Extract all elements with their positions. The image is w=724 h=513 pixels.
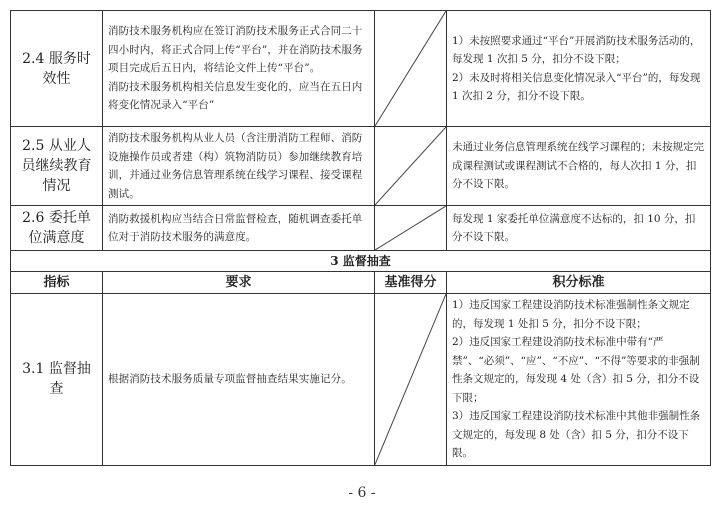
criteria-item: 2）未及时将相关信息变化情况录入“平台”的，每发现 1 次扣 2 分，扣分不设下限。 (452, 71, 701, 102)
requirement-cell (103, 206, 375, 251)
section-row (11, 251, 711, 272)
scoring-table (10, 10, 711, 466)
criteria-cell (447, 294, 711, 466)
header-score: 基准得分 (375, 272, 447, 294)
criteria-item: 2）违反国家工程建设消防技术标准中带有“严禁”、“必须”、“应”、“不应”、“不得”等要求的非强制性条文规定的，每发现 4 处（含）扣 5 分，扣分不设下限； (452, 336, 700, 404)
table-row-2-5 (11, 127, 711, 206)
criteria-item: 1）违反国家工程建设消防技术标准强制性条文规定的，每发现 1 处扣 5 分，扣分不设下限； (452, 299, 690, 330)
header-row (11, 272, 711, 294)
requirement-paragraph: 消防救援机构应当结合日常监督检查，随机调查委托单位对于消防技术服务的满意度。 (108, 212, 363, 243)
header-criteria: 积分标准 (447, 272, 711, 294)
requirement-cell (103, 127, 375, 206)
criteria-cell (447, 127, 711, 206)
criteria-cell (447, 11, 711, 127)
requirement-paragraph: 消防技术服务机构相关信息发生变化的，应当在五日内将变化情况录入“平台” (108, 80, 363, 112)
criteria-item: 3）违反国家工程建设消防技术标准中其他非强制性条文规定的，每发现 8 处（含）扣 5 分，扣分不设下限。 (452, 410, 701, 459)
indicator-cell: 3.1 监督抽查 (11, 294, 103, 466)
indicator-cell: 2.4 服务时效性 (11, 11, 103, 127)
criteria-item: 未通过业务信息管理系统在线学习课程的；未按规定完成课程测试或课程测试不合格的，每人次扣 1 分，扣分不设下限。 (452, 141, 704, 191)
diagonal-slash (375, 127, 446, 205)
indicator-cell: 2.5 从业人员继续教育情况 (11, 127, 103, 206)
diagonal-slash (375, 294, 446, 465)
table-row-2-6 (11, 206, 711, 251)
requirement-paragraph: 消防技术服务机构从业人员（含注册消防工程师、消防设施操作员或者建（构）筑物消防员）参加继续教育培训，并通过业务信息管理系统在线学习课程、接受课程测试。 (108, 132, 363, 200)
requirement-cell (103, 294, 375, 466)
criteria-item: 每发现 1 家委托单位满意度不达标的，扣 10 分，扣分不设下限。 (452, 212, 696, 243)
score-cell-empty (375, 206, 447, 251)
indicator-cell: 2.6 委托单位满意度 (11, 206, 103, 251)
score-cell-empty (375, 294, 447, 466)
requirement-paragraph: 根据消防技术服务质量专项监督抽查结果实施记分。 (108, 373, 352, 385)
header-requirement: 要求 (103, 272, 375, 294)
header-indicator: 指标 (11, 272, 103, 294)
page-number: - 6 - (348, 485, 376, 501)
requirement-cell (103, 11, 375, 127)
diagonal-slash (375, 206, 446, 250)
requirement-paragraph: 消防技术服务机构应在签订消防技术服务正式合同二十四小时内，将正式合同上传“平台”，并在消防技术服务项目完成后五日内，将结论文件上传“平台”。 (108, 25, 363, 75)
section-title: 3 监督抽查 (11, 251, 711, 272)
score-cell-empty (375, 127, 447, 206)
diagonal-slash (375, 11, 446, 126)
criteria-cell (447, 206, 711, 251)
table-row-2-4 (11, 11, 711, 127)
score-cell-empty (375, 11, 447, 127)
criteria-item: 1）未按照要求通过“平台”开展消防技术服务活动的，每发现 1 次扣 5 分，扣分不设下限； (452, 34, 701, 65)
table-row-3-1 (11, 294, 711, 466)
